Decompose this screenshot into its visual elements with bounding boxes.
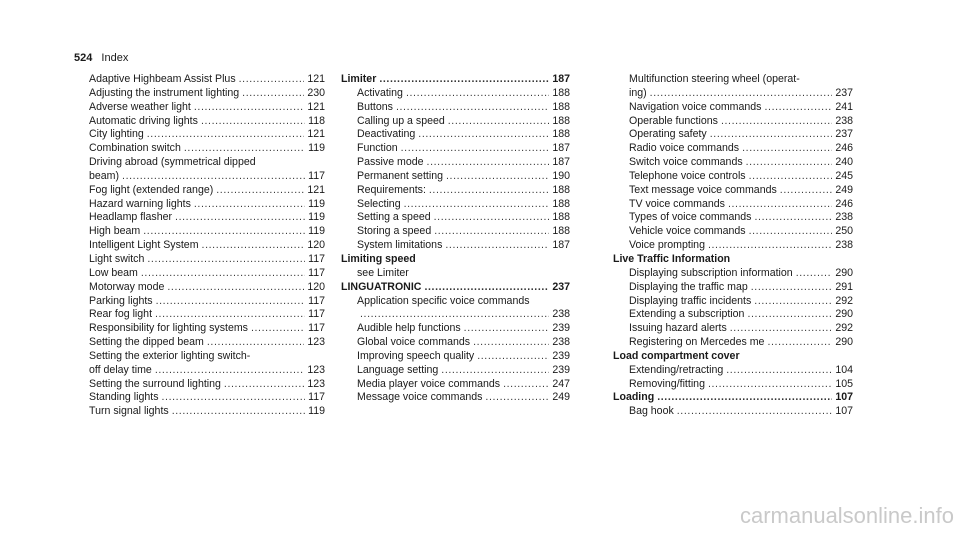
dot-leader (710, 128, 833, 142)
index-entry (341, 87, 570, 101)
dot-leader (147, 128, 305, 142)
dot-leader (167, 281, 304, 295)
dot-leader (448, 115, 550, 129)
index-entry (89, 364, 325, 378)
entry-page: 240 (835, 156, 853, 169)
entry-page: 187 (552, 239, 570, 252)
entry-page: 188 (552, 114, 570, 127)
section-title: Index (101, 52, 129, 64)
entry-page: 107 (835, 405, 853, 418)
entry-text: Improving speech quality (357, 349, 475, 362)
entry-text: Passive mode (357, 156, 424, 169)
entry-text: Radio voice commands (629, 142, 740, 155)
index-entry (341, 115, 570, 129)
entry-page: 123 (307, 336, 325, 349)
entry-text: Limiter (341, 73, 377, 85)
dot-leader (239, 73, 305, 87)
entry-page: 188 (552, 225, 570, 238)
entry-page: 292 (835, 294, 853, 307)
index-entry (89, 253, 325, 267)
dot-leader (796, 267, 833, 281)
index-entry: see Limiter (357, 266, 409, 279)
dot-leader (379, 73, 549, 87)
entry-text: Displaying traffic incidents (629, 294, 752, 307)
entry-page: 292 (835, 322, 853, 335)
entry-text: High beam (89, 225, 141, 238)
page-header (74, 52, 128, 64)
entry-text: LINGUATRONIC (341, 280, 422, 293)
entry-page: 241 (835, 100, 853, 113)
index-entry (613, 142, 853, 156)
dot-leader (446, 170, 549, 184)
index-entry (341, 198, 570, 212)
dot-leader (424, 281, 549, 295)
entry-page: 117 (308, 266, 325, 279)
index-entry (341, 142, 570, 156)
index-entry (89, 142, 325, 156)
dot-leader (728, 198, 832, 212)
dot-leader (726, 364, 832, 378)
index-entry: Setting the exterior lighting switch- (89, 349, 251, 362)
dot-leader (175, 211, 305, 225)
dot-leader (677, 405, 833, 419)
entry-text: Audible help functions (357, 322, 461, 335)
entry-page: 237 (835, 86, 853, 99)
entry-page: 239 (552, 322, 570, 335)
index-column-3 (613, 73, 853, 419)
entry-text: Buttons (357, 100, 393, 113)
index-entry (89, 73, 325, 87)
entry-page: 117 (308, 391, 325, 404)
index-entry (613, 322, 853, 336)
entry-text: Adaptive Highbeam Assist Plus (89, 73, 236, 85)
index-entry (613, 156, 853, 170)
entry-page: 239 (552, 363, 570, 376)
index-entry (341, 239, 570, 253)
entry-text: Extending/retracting (629, 363, 724, 376)
index-entry (341, 184, 570, 198)
index-entry (613, 378, 853, 392)
entry-text: Calling up a speed (357, 114, 445, 127)
entry-text: Standing lights (89, 391, 159, 404)
entry-page: 117 (308, 169, 325, 182)
entry-text: Navigation voice commands (629, 100, 762, 113)
dot-leader (396, 101, 549, 115)
index-entry (613, 308, 853, 322)
entry-page: 188 (552, 197, 570, 210)
index-entry (89, 308, 325, 322)
entry-text: Light switch (89, 252, 145, 265)
index-entry (89, 101, 325, 115)
dot-leader (485, 391, 549, 405)
entry-text: System limitations (357, 239, 443, 252)
index-column-1 (89, 73, 325, 419)
entry-page: 120 (307, 239, 325, 252)
index-entry (89, 391, 325, 405)
index-entry (89, 211, 325, 225)
entry-text: Registering on Mercedes me (629, 336, 765, 349)
dot-leader (404, 198, 550, 212)
index-entry (341, 378, 570, 392)
index-entry (341, 322, 570, 336)
entry-page: 121 (307, 183, 325, 196)
dot-leader (708, 378, 832, 392)
entry-page: 188 (552, 211, 570, 224)
dot-leader (172, 405, 305, 419)
entry-text: Setting a speed (357, 211, 431, 224)
dot-leader (445, 239, 549, 253)
entry-page: 104 (835, 363, 853, 376)
index-entry: Multifunction steering wheel (operat- (629, 73, 800, 85)
index-entry (89, 128, 325, 142)
index-entry (613, 198, 853, 212)
entry-text: Motorway mode (89, 280, 165, 293)
entry-page: 190 (552, 169, 570, 182)
dot-leader (767, 336, 832, 350)
entry-page: 238 (835, 239, 853, 252)
entry-page: 121 (307, 73, 325, 85)
dot-leader (708, 239, 832, 253)
entry-text: Adverse weather light (89, 100, 191, 113)
entry-page: 123 (307, 377, 325, 390)
index-entry: Load compartment cover (613, 349, 740, 362)
dot-leader (162, 391, 306, 405)
index-entry (613, 211, 853, 225)
entry-text: off delay time (89, 363, 152, 376)
dot-leader (730, 322, 833, 336)
entry-text: Loading (613, 391, 655, 404)
entry-text: Permanent setting (357, 169, 443, 182)
entry-text: Adjusting the instrument lighting (89, 86, 240, 99)
dot-leader (141, 267, 305, 281)
entry-text: ing) (629, 86, 647, 99)
dot-leader (418, 128, 549, 142)
entry-page: 117 (308, 294, 325, 307)
dot-leader (216, 184, 304, 198)
dot-leader (251, 322, 305, 336)
index-entry (89, 267, 325, 281)
index-entry (613, 391, 853, 405)
entry-page: 245 (835, 169, 853, 182)
entry-page: 239 (552, 349, 570, 362)
dot-leader (650, 87, 833, 101)
entry-page: 188 (552, 86, 570, 99)
index-entry (613, 405, 853, 419)
entry-page: 119 (308, 142, 325, 155)
entry-text: Deactivating (357, 128, 416, 141)
dot-leader (194, 101, 304, 115)
entry-page: 121 (307, 100, 325, 113)
dot-leader (749, 225, 833, 239)
entry-page: 117 (308, 308, 325, 321)
dot-leader (201, 115, 305, 129)
entry-text: Telephone voice controls (629, 169, 746, 182)
entry-text: Bag hook (629, 405, 674, 418)
index-entry (89, 405, 325, 419)
dot-leader (194, 198, 305, 212)
entry-page: 107 (835, 391, 853, 404)
entry-page: 238 (835, 211, 853, 224)
index-entry (613, 239, 853, 253)
dot-leader (742, 142, 832, 156)
entry-text: Headlamp flasher (89, 211, 173, 224)
index-entry (89, 198, 325, 212)
entry-page: 187 (552, 156, 570, 169)
entry-page: 246 (835, 197, 853, 210)
entry-page: 117 (308, 252, 325, 265)
index-entry (89, 170, 325, 184)
dot-leader (429, 184, 549, 198)
dot-leader (242, 87, 304, 101)
index-entry (341, 128, 570, 142)
index-entry (613, 281, 853, 295)
entry-page: 246 (835, 142, 853, 155)
dot-leader (406, 87, 549, 101)
dot-leader (754, 211, 832, 225)
index-entry (613, 115, 853, 129)
index-entry (613, 364, 853, 378)
entry-page: 247 (552, 377, 570, 390)
entry-text: Issuing hazard alerts (629, 322, 727, 335)
dot-leader (473, 336, 549, 350)
entry-text: Parking lights (89, 294, 153, 307)
entry-text: Media player voice commands (357, 377, 501, 390)
dot-leader (751, 281, 833, 295)
index-entry (341, 336, 570, 350)
dot-leader (184, 142, 305, 156)
entry-page: 238 (835, 114, 853, 127)
entry-page: 290 (835, 308, 853, 321)
entry-text: Language setting (357, 363, 439, 376)
dot-leader (764, 101, 832, 115)
entry-text: Fog light (extended range) (89, 183, 214, 196)
entry-text: Automatic driving lights (89, 114, 198, 127)
index-entry (341, 350, 570, 364)
index-entry (89, 87, 325, 101)
dot-leader (749, 170, 833, 184)
dot-leader (360, 308, 549, 322)
dot-leader (155, 364, 305, 378)
entry-text: Displaying subscription information (629, 266, 793, 279)
index-entry (341, 225, 570, 239)
entry-page: 238 (552, 336, 570, 349)
entry-page: 121 (307, 128, 325, 141)
entry-text: Activating (357, 86, 403, 99)
entry-text: Responsibility for lighting systems (89, 322, 248, 335)
entry-page: 119 (308, 211, 325, 224)
entry-page: 249 (552, 391, 570, 404)
entry-page: 118 (308, 114, 325, 127)
index-entry (89, 336, 325, 350)
entry-page: 188 (552, 100, 570, 113)
dot-leader (746, 156, 833, 170)
index-entry (89, 225, 325, 239)
entry-text: Operable functions (629, 114, 718, 127)
entry-text: Rear fog light (89, 308, 153, 321)
page-number: 524 (74, 52, 93, 64)
entry-page: 119 (308, 225, 325, 238)
entry-page: 290 (835, 336, 853, 349)
index-entry (613, 87, 853, 101)
index-entry (613, 295, 853, 309)
dot-leader (464, 322, 550, 336)
entry-text: Displaying the traffic map (629, 280, 748, 293)
index-entry (89, 281, 325, 295)
entry-text: Hazard warning lights (89, 197, 191, 210)
entry-text: Removing/fitting (629, 377, 705, 390)
entry-text: Selecting (357, 197, 401, 210)
index-entry (341, 391, 570, 405)
index-entry (341, 281, 570, 295)
dot-leader (207, 336, 304, 350)
entry-text: Low beam (89, 266, 138, 279)
index-entry (341, 73, 570, 87)
index-entry (613, 225, 853, 239)
index-entry (341, 211, 570, 225)
entry-page: 250 (835, 225, 853, 238)
index-entry (89, 184, 325, 198)
entry-text: Types of voice commands (629, 211, 752, 224)
index-entry (341, 170, 570, 184)
entry-text: Extending a subscription (629, 308, 745, 321)
entry-page: 119 (308, 405, 325, 418)
index-entry (89, 115, 325, 129)
entry-page: 230 (307, 86, 325, 99)
entry-text: Text message voice commands (629, 183, 777, 196)
dot-leader (780, 184, 833, 198)
dot-leader (427, 156, 550, 170)
index-entry: Limiting speed (341, 252, 416, 265)
entry-page: 123 (307, 363, 325, 376)
dot-leader (477, 350, 549, 364)
dot-leader (721, 115, 832, 129)
index-column-2 (341, 73, 570, 405)
index-entry (613, 101, 853, 115)
entry-text: Message voice commands (357, 391, 483, 404)
entry-text: Voice prompting (629, 239, 705, 252)
entry-text: Turn signal lights (89, 405, 169, 418)
entry-text: Setting the surround lighting (89, 377, 221, 390)
dot-leader (401, 142, 550, 156)
entry-text: Switch voice commands (629, 156, 743, 169)
entry-text: Function (357, 142, 398, 155)
entry-page: 249 (835, 183, 853, 196)
entry-page: 188 (552, 183, 570, 196)
dot-leader (122, 170, 305, 184)
index-entry (613, 170, 853, 184)
dot-leader (503, 378, 549, 392)
index-entry: Application specific voice commands (357, 294, 530, 307)
index-entry (341, 364, 570, 378)
entry-page: 105 (835, 377, 853, 390)
index-entry (89, 322, 325, 336)
entry-text: Operating safety (629, 128, 707, 141)
entry-text: Requirements: (357, 183, 426, 196)
dot-leader (155, 308, 305, 322)
entry-page: 237 (835, 128, 853, 141)
index-entry (341, 308, 570, 322)
entry-text: Vehicle voice commands (629, 225, 746, 238)
dot-leader (657, 391, 832, 405)
dot-leader (202, 239, 305, 253)
dot-leader (143, 225, 305, 239)
dot-leader (434, 211, 550, 225)
dot-leader (441, 364, 549, 378)
index-entry (613, 184, 853, 198)
entry-text: Combination switch (89, 142, 181, 155)
entry-page: 117 (308, 322, 325, 335)
entry-page: 238 (552, 308, 570, 321)
dot-leader (224, 378, 304, 392)
entry-text: beam) (89, 169, 120, 182)
index-entry (89, 295, 325, 309)
entry-text: City lighting (89, 128, 144, 141)
index-entry (89, 378, 325, 392)
entry-text: Setting the dipped beam (89, 336, 204, 349)
dot-leader (147, 253, 305, 267)
entry-text: TV voice commands (629, 197, 725, 210)
index-entry (341, 101, 570, 115)
index-entry (341, 156, 570, 170)
entry-page: 188 (552, 128, 570, 141)
dot-leader (747, 308, 832, 322)
entry-page: 187 (552, 73, 570, 85)
dot-leader (434, 225, 549, 239)
index-entry: Live Traffic Information (613, 252, 731, 265)
entry-text: Global voice commands (357, 336, 471, 349)
entry-page: 119 (308, 197, 325, 210)
entry-text: Storing a speed (357, 225, 432, 238)
index-entry (613, 128, 853, 142)
entry-page: 237 (552, 280, 570, 293)
index-entry: Driving abroad (symmetrical dipped (89, 156, 256, 169)
entry-page: 120 (307, 280, 325, 293)
entry-text: Intelligent Light System (89, 239, 199, 252)
entry-page: 187 (552, 142, 570, 155)
index-entry (613, 336, 853, 350)
dot-leader (156, 295, 306, 309)
index-entry (613, 267, 853, 281)
watermark-text: carmanualsonline.info (739, 503, 954, 528)
dot-leader (754, 295, 832, 309)
entry-page: 291 (835, 280, 853, 293)
entry-page: 290 (835, 266, 853, 279)
index-entry (89, 239, 325, 253)
